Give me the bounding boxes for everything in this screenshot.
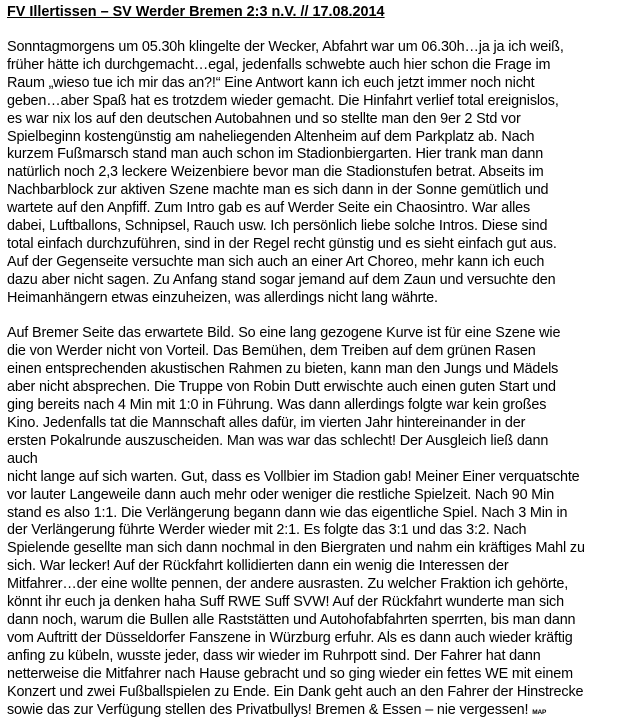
text-line: sich. War lecker! Auf der Rückfahrt kollidierten dann ein wenig die Interessen der [7, 558, 509, 575]
text-line: anfing zu kübeln, wusste jeder, dass wir wieder im Ruhrpott sind. Der Fahrer hat dann [7, 647, 541, 664]
text-line: Sonntagmorgens um 05.30h klingelte der Wecker, Abfahrt war um 06.30h…ja ja ich weiß, [7, 39, 564, 55]
signature: MAP [532, 708, 547, 716]
text-line: Auf Bremer Seite das erwartete Bild. So eine lang gezogene Kurve ist für eine Szene wie [7, 325, 561, 342]
text-line: Konzert und zwei Fußballspielen zu Ende. Ein Dank geht auch an den Fahrer der Hinstrecke [7, 683, 584, 700]
text-line: geben…aber Spaß hat es trotzdem wieder gemacht. Die Hinfahrt verlief total ereignislos, [7, 92, 559, 109]
text-line: Kino. Jedenfalls tat die Mannschaft alles dafür, im vierten Jahr hintereinander in der [7, 415, 526, 432]
text-line: nicht lange auf sich warten. Gut, dass es Vollbier im Stadion gab! Meiner Einer verquatschte [7, 468, 580, 485]
text-line: vor lauter Langeweile dann auch mehr oder weniger die restliche Spielzeit. Nach 90 Min [7, 486, 555, 503]
text-line: dabei, Luftballons, Schnipsel, Rauch usw. Ich persönlich liebe solche Intros. Diese sind [7, 218, 548, 235]
text-line: es war nix los auf den deutschen Autobahnen und so stellte man den 9er 2 Std vor [7, 110, 521, 127]
text-line: einen entsprechenden akustischen Rahmen zu bieten, kann man den Jungs und Mädels [7, 361, 559, 378]
text-line-content: sowie das zur Verfügung stellen des Privatbullys! Bremen & Essen – nie vergessen! [7, 701, 529, 718]
text-line: Heimanhängern etwas einzuheizen, was allerdings nicht lang währte. [7, 289, 438, 306]
text-line: ging bereits nach 4 Min mit 1:0 in Führung. Was dann allerdings folgte war kein großes [7, 397, 547, 414]
text-line: auch [7, 450, 38, 467]
text-line: dann noch, warum die Bullen alle Raststätten und Autohofabfahrten sperrten, bis man dann [7, 611, 576, 628]
paragraph-2 [7, 325, 639, 721]
text-line: aber nicht absprechen. Die Truppe von Robin Dutt erwischte auch einen guten Start und [7, 379, 556, 396]
last-text-line [7, 702, 639, 721]
text-line: natürlich noch 2,3 leckere Weizenbiere bevor man die Stadionstufen betrat. Abseits im [7, 164, 544, 181]
text-line: wartete auf den Anpfiff. Zum Intro gab es auf Werder Seite ein Chaosintro. War alles [7, 200, 531, 217]
text-line: ersten Pokalrunde auszuscheiden. Man was war das schlecht! Der Ausgleich ließ dann [7, 432, 549, 449]
paragraph-gap [7, 308, 639, 326]
text-line: dazu aber nicht sagen. Zu Anfang stand sogar jemand auf dem Zaun und versuchte den [7, 271, 556, 288]
paragraph-1 [7, 39, 639, 308]
text-line: vom Auftritt der Düsseldorfer Fanszene in Würzburg erfuhr. Als es dann auch wieder kräftig [7, 629, 573, 646]
text-line: Auf der Gegenseite versuchte man sich auch an einer Art Choreo, mehr kann ich euch [7, 253, 545, 270]
text-line: Mitfahrer…der eine wollte pennen, der andere ausrasten. Zu welcher Fraktion ich gehörte, [7, 576, 569, 593]
text-line: Nachbarblock zur aktiven Szene machte man es sich dann in der Sonne gemütlich und [7, 182, 549, 199]
text-line: früher hätte ich durchgemacht…egal, jedenfalls schwebte auch hier schon die Frage im [7, 56, 551, 73]
text-line: netterweise die Mitfahrer nach Hause gebracht und so ging wieder ein fettes WE mit einem [7, 665, 573, 682]
text-line: könnt ihr euch ja denken haha Suff RWE Suff SVW! Auf der Rückfahrt wunderte man sich [7, 594, 564, 611]
text-line: der Verlängerung führte Werder wieder mit 2:1. Es folgte das 3:1 und das 3:2. Nach [7, 522, 527, 539]
document [7, 3, 639, 721]
text-line: kurzem Fußmarsch stand man auch schon im Stadionbiergarten. Hier trank man dann [7, 146, 544, 163]
text-line: stand es also 1:1. Die Verlängerung begann dann wie das eigentliche Spiel. Nach 3 Min in [7, 504, 568, 521]
text-line: Spielbeginn kostengünstig am naheliegenden Altenheim auf dem Parkplatz ab. Nach [7, 128, 535, 145]
text-line: Spielende gesellte man sich dann nochmal in den Biergraten und nahm ein kräftiges Mahl zu [7, 540, 585, 557]
document-title: FV Illertissen – SV Werder Bremen 2:3 n.V. // 17.08.2014 [7, 4, 385, 20]
text-line: Raum „wieso tue ich mir das an?!“ Eine Antwort kann ich euch jetzt immer noch nicht [7, 74, 535, 91]
text-line: die von Werder nicht von Vorteil. Das Bemühen, dem Treiben auf dem grünen Rasen [7, 343, 536, 360]
text-line: total einfach durchzuführen, sind in der Regel recht günstig und es sieht einfach gut aus. [7, 235, 557, 252]
